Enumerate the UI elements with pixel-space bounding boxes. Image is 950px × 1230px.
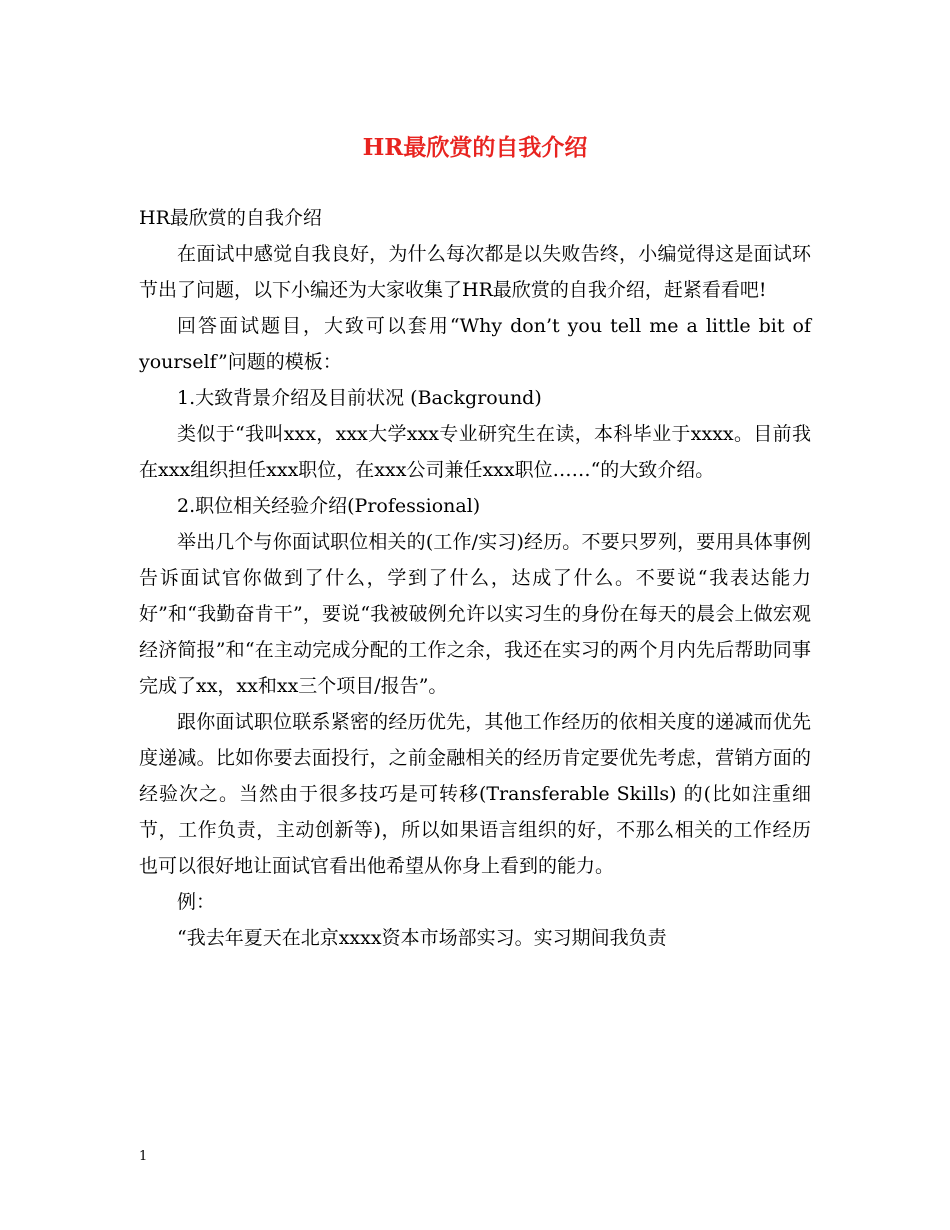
paragraph-7: 举出几个与你面试职位相关的(工作/实习)经历。不要只罗列，要用具体事例告诉面试官你做到了什么，学到了什么，达成了什么。不要说“我表达能力好”和“我勤奋肯干”，要说“我被破例允许以实习生的身份在每天的晨会上做宏观经济简报”和“在主动完成分配的工作之余，我还在实习的两个月内先后帮助同事完成了xx，xx和xx三个项目/报告”。 <box>139 531 811 697</box>
page-number: 1 <box>139 1149 148 1164</box>
paragraph-10: “我去年夏天在北京xxxx资本市场部实习。实习期间我负责 <box>177 927 667 949</box>
document-title: HR最欣赏的自我介绍 <box>362 134 588 161</box>
paragraph-6: 2.职位相关经验介绍(Professional) <box>177 495 481 517</box>
paragraph-2: 在面试中感觉自我良好，为什么每次都是以失败告终，小编觉得这是面试环节出了问题，以下小编还为大家收集了HR最欣赏的自我介绍，赶紧看看吧! <box>139 243 811 301</box>
paragraph-9: 例： <box>177 891 216 913</box>
document-body <box>139 200 811 956</box>
paragraph-3: 回答面试题目，大致可以套用“Why don’t you tell me a little bit of yourself”问题的模板： <box>139 315 811 373</box>
paragraph-5: 类似于“我叫xxx，xxx大学xxx专业研究生在读，本科毕业于xxxx。目前我在xxx组织担任xxx职位，在xxx公司兼任xxx职位……“的大致介绍。 <box>139 423 811 481</box>
paragraph-4: 1.大致背景介绍及目前状况 (Background) <box>177 387 542 409</box>
paragraph-1: HR最欣赏的自我介绍 <box>139 207 322 229</box>
paragraph-8: 跟你面试职位联系紧密的经历优先，其他工作经历的依相关度的递减而优先度递减。比如你要去面投行，之前金融相关的经历肯定要优先考虑，营销方面的经验次之。当然由于很多技巧是可转移(Transferable Skills) 的(比如注重细节，工作负责，主动创新等)，所以如果语言组织的好，不那么相关的工作经历也可以很好地让面试官看出他希望从你身上看到的能力。 <box>139 711 811 877</box>
